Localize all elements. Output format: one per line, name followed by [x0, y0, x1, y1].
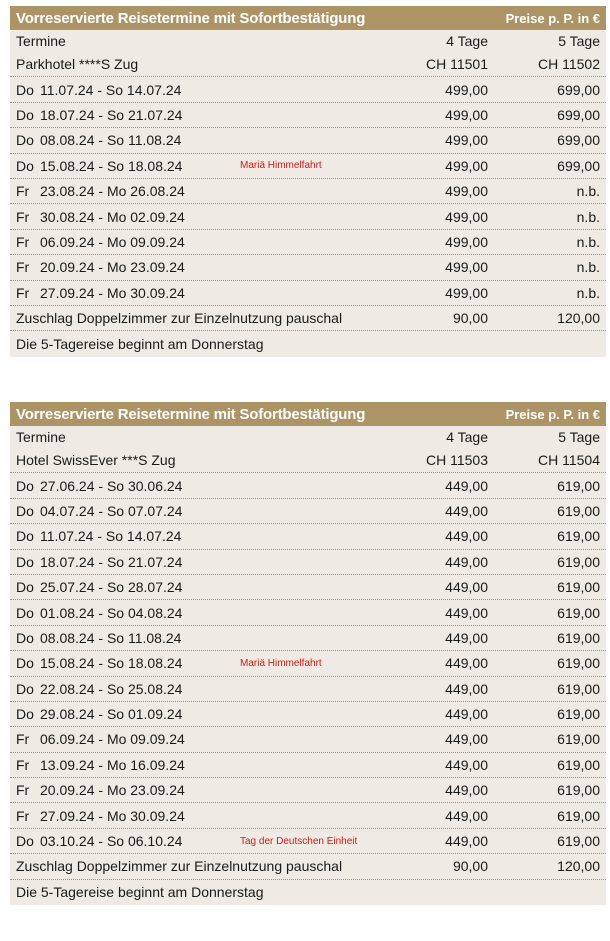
date-range: 29.08.24 - So 01.09.24	[40, 706, 183, 723]
weekday: Do	[16, 106, 34, 123]
price-5-days: n.b.	[576, 259, 600, 276]
weekday: Fr	[16, 782, 30, 799]
price-4-days: 499,00	[445, 132, 488, 149]
weekday: Do	[16, 629, 34, 646]
trip-code-4-days: CH 11503	[425, 452, 488, 469]
price-5-days: 619,00	[557, 502, 600, 519]
date-range: 30.08.24 - Mo 02.09.24	[40, 208, 185, 225]
date-range: 11.07.24 - So 14.07.24	[40, 528, 182, 545]
date-range: 27.06.24 - So 30.06.24	[40, 477, 183, 494]
price-5-days: 699,00	[557, 132, 600, 149]
weekday: Do	[16, 528, 34, 545]
date-range: 18.07.24 - So 21.07.24	[40, 553, 183, 570]
date-row	[10, 179, 606, 204]
date-range: 15.08.24 - So 18.08.24	[40, 655, 183, 672]
price-5-days: 619,00	[557, 731, 600, 748]
holiday-note: Mariä Himmelfahrt	[240, 160, 322, 172]
surcharge-price-4-days: 90,00	[452, 310, 488, 327]
date-row	[10, 829, 606, 854]
price-4-days: 499,00	[445, 81, 488, 98]
column-label-5-days: 5 Tage	[558, 33, 600, 49]
price-5-days: 619,00	[557, 833, 600, 850]
date-range: 20.09.24 - Mo 23.09.24	[40, 782, 185, 799]
column-label-4-days: 4 Tage	[446, 429, 488, 445]
trip-code-5-days: CH 11502	[537, 56, 600, 73]
hotel-name: Parkhotel ****S Zug	[16, 56, 139, 73]
date-range: 27.09.24 - Mo 30.09.24	[40, 807, 185, 824]
date-range: 08.08.24 - So 11.08.24	[40, 132, 182, 149]
price-4-days: 449,00	[445, 477, 488, 494]
date-row	[10, 753, 606, 778]
date-rows	[10, 473, 606, 854]
date-row	[10, 103, 606, 128]
date-row	[10, 600, 606, 625]
date-row	[10, 778, 606, 803]
price-5-days: 619,00	[557, 579, 600, 596]
hotel-row	[10, 52, 606, 77]
date-range: 06.09.24 - Mo 09.09.24	[40, 233, 185, 250]
date-row	[10, 128, 606, 153]
price-5-days: n.b.	[576, 233, 600, 250]
date-row	[10, 550, 606, 575]
price-5-days: 619,00	[557, 680, 600, 697]
date-row	[10, 803, 606, 828]
price-5-days: 619,00	[557, 528, 600, 545]
price-table-swissever	[10, 402, 606, 905]
trip-code-4-days: CH 11501	[425, 56, 488, 73]
price-4-days: 449,00	[445, 833, 488, 850]
date-row	[10, 499, 606, 524]
price-5-days: 619,00	[557, 604, 600, 621]
price-table-parkhotel	[10, 6, 606, 357]
surcharge-label: Zuschlag Doppelzimmer zur Einzelnutzung pauschal	[16, 310, 343, 327]
surcharge-row	[10, 306, 606, 331]
price-4-days: 449,00	[445, 502, 488, 519]
date-row	[10, 524, 606, 549]
date-row	[10, 702, 606, 727]
footnote-row	[10, 331, 606, 356]
price-4-days: 449,00	[445, 604, 488, 621]
surcharge-row	[10, 854, 606, 879]
weekday: Do	[16, 81, 34, 98]
price-4-days: 449,00	[445, 680, 488, 697]
surcharge-price-5-days: 120,00	[557, 310, 600, 327]
price-5-days: 699,00	[557, 81, 600, 98]
price-4-days: 499,00	[445, 284, 488, 301]
date-range: 27.09.24 - Mo 30.09.24	[40, 284, 185, 301]
date-range: 13.09.24 - Mo 16.09.24	[40, 756, 185, 773]
date-range: 23.08.24 - Mo 26.08.24	[40, 183, 185, 200]
weekday: Do	[16, 477, 34, 494]
price-4-days: 499,00	[445, 233, 488, 250]
date-row	[10, 154, 606, 179]
date-row	[10, 255, 606, 280]
price-4-days: 449,00	[445, 756, 488, 773]
column-label-5-days: 5 Tage	[558, 429, 600, 445]
column-header-row	[10, 30, 606, 52]
price-4-days: 449,00	[445, 731, 488, 748]
price-5-days: 619,00	[557, 807, 600, 824]
date-row	[10, 626, 606, 651]
column-label-4-days: 4 Tage	[446, 33, 488, 49]
table-title: Vorreservierte Reisetermine mit Sofortbestätigung	[16, 9, 366, 27]
price-4-days: 449,00	[445, 579, 488, 596]
footnote-row	[10, 880, 606, 905]
holiday-note: Tag der Deutschen Einheit	[240, 835, 358, 847]
holiday-note: Mariä Himmelfahrt	[240, 657, 322, 669]
price-4-days: 499,00	[445, 157, 488, 174]
price-4-days: 449,00	[445, 782, 488, 799]
surcharge-label: Zuschlag Doppelzimmer zur Einzelnutzung pauschal	[16, 858, 343, 875]
column-header-row	[10, 426, 606, 448]
weekday: Do	[16, 706, 34, 723]
date-row	[10, 77, 606, 102]
date-range: 03.10.24 - So 06.10.24	[40, 833, 183, 850]
date-range: 20.09.24 - Mo 23.09.24	[40, 259, 185, 276]
price-4-days: 499,00	[445, 106, 488, 123]
column-label-termine: Termine	[16, 33, 66, 49]
weekday: Fr	[16, 208, 30, 225]
table-title: Vorreservierte Reisetermine mit Sofortbestätigung	[16, 405, 366, 423]
weekday: Fr	[16, 259, 30, 276]
price-5-days: 619,00	[557, 477, 600, 494]
date-row	[10, 575, 606, 600]
weekday: Fr	[16, 183, 30, 200]
prices-caption: Preise p. P. in €	[505, 406, 600, 422]
weekday: Fr	[16, 233, 30, 250]
weekday: Do	[16, 604, 34, 621]
date-row	[10, 473, 606, 498]
date-range: 11.07.24 - So 14.07.24	[40, 81, 182, 98]
date-row	[10, 204, 606, 229]
date-range: 04.07.24 - So 07.07.24	[40, 502, 183, 519]
weekday: Do	[16, 680, 34, 697]
price-5-days: 699,00	[557, 106, 600, 123]
footnote: Die 5-Tagereise beginnt am Donnerstag	[16, 335, 264, 352]
price-5-days: n.b.	[576, 284, 600, 301]
column-label-termine: Termine	[16, 429, 66, 445]
weekday: Do	[16, 132, 34, 149]
price-5-days: n.b.	[576, 183, 600, 200]
weekday: Fr	[16, 807, 30, 824]
date-rows	[10, 77, 606, 306]
date-row	[10, 281, 606, 306]
surcharge-price-5-days: 120,00	[557, 858, 600, 875]
hotel-row	[10, 448, 606, 473]
date-row	[10, 727, 606, 752]
table-header-bar	[10, 402, 606, 426]
trip-code-5-days: CH 11504	[537, 452, 600, 469]
hotel-name: Hotel SwissEver ***S Zug	[16, 452, 176, 469]
price-4-days: 449,00	[445, 629, 488, 646]
weekday: Fr	[16, 756, 30, 773]
footnote: Die 5-Tagereise beginnt am Donnerstag	[16, 884, 264, 901]
price-4-days: 499,00	[445, 259, 488, 276]
price-5-days: 619,00	[557, 782, 600, 799]
date-range: 01.08.24 - So 04.08.24	[40, 604, 183, 621]
date-range: 25.07.24 - So 28.07.24	[40, 579, 183, 596]
weekday: Fr	[16, 284, 30, 301]
date-row	[10, 651, 606, 676]
price-5-days: n.b.	[576, 208, 600, 225]
price-5-days: 619,00	[557, 553, 600, 570]
price-4-days: 449,00	[445, 655, 488, 672]
price-5-days: 619,00	[557, 655, 600, 672]
date-range: 22.08.24 - So 25.08.24	[40, 680, 183, 697]
date-row	[10, 230, 606, 255]
price-5-days: 699,00	[557, 157, 600, 174]
price-4-days: 449,00	[445, 807, 488, 824]
surcharge-price-4-days: 90,00	[452, 858, 488, 875]
price-5-days: 619,00	[557, 756, 600, 773]
date-range: 15.08.24 - So 18.08.24	[40, 157, 183, 174]
date-row	[10, 677, 606, 702]
price-4-days: 499,00	[445, 208, 488, 225]
weekday: Do	[16, 579, 34, 596]
price-4-days: 449,00	[445, 706, 488, 723]
prices-caption: Preise p. P. in €	[505, 10, 600, 26]
price-5-days: 619,00	[557, 629, 600, 646]
weekday: Do	[16, 157, 34, 174]
weekday: Do	[16, 655, 34, 672]
price-5-days: 619,00	[557, 706, 600, 723]
weekday: Do	[16, 553, 34, 570]
date-range: 18.07.24 - So 21.07.24	[40, 106, 183, 123]
date-range: 08.08.24 - So 11.08.24	[40, 629, 182, 646]
table-header-bar	[10, 6, 606, 30]
date-range: 06.09.24 - Mo 09.09.24	[40, 731, 185, 748]
weekday: Do	[16, 502, 34, 519]
weekday: Fr	[16, 731, 30, 748]
price-4-days: 449,00	[445, 528, 488, 545]
price-4-days: 499,00	[445, 183, 488, 200]
weekday: Do	[16, 833, 34, 850]
price-4-days: 449,00	[445, 553, 488, 570]
